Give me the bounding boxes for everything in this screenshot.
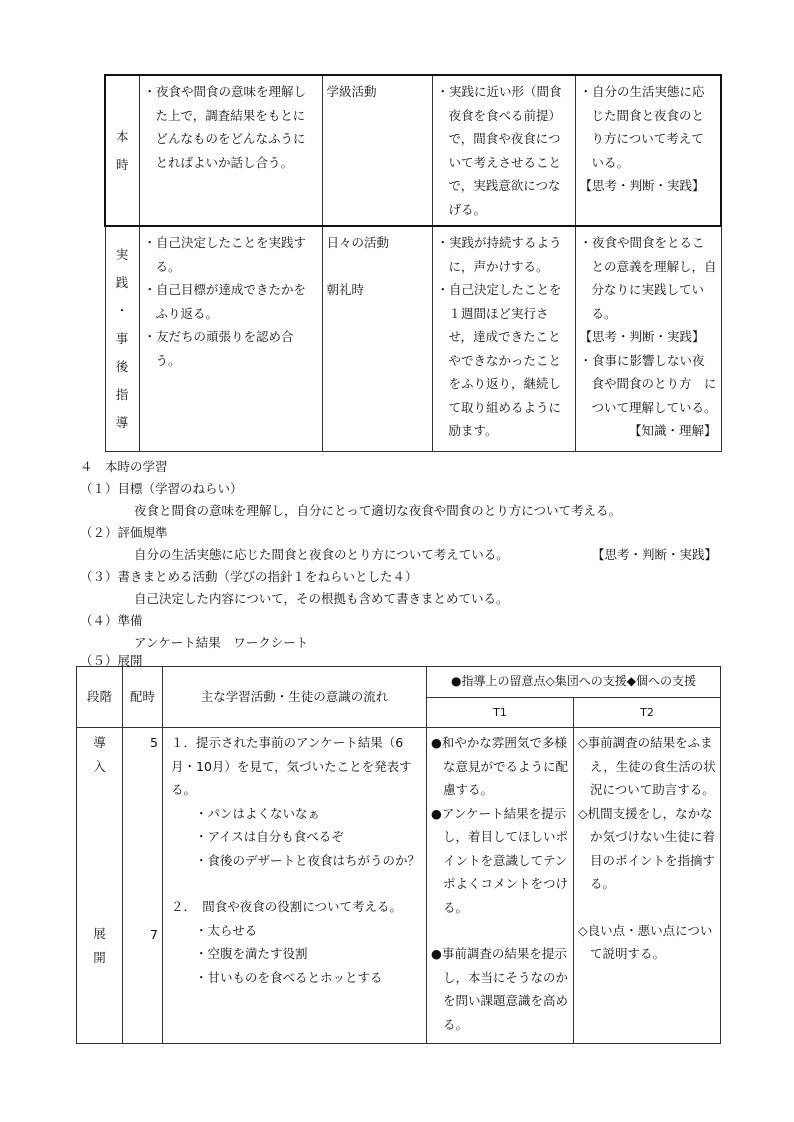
student-voice: ・甘いものを食べるとホッとする [195,969,383,985]
activity-text: １．提示された事前のアンケート結果（6月・10月）を見て，気づいたことを発表する。 [171,735,412,797]
subsection-body: 自己決定した内容について，その根拠も含めて書きまとめている。 [134,591,509,606]
t2-note: ◇事前調査の結果をふまえ，生徒の食生活の状況について助言する。 [578,735,716,797]
student-voice: ・食後のデザートと夜食はちがうのか？ [195,852,421,868]
eval-tag: 【思考・判断・実践】 [579,329,705,344]
eval-tag: 【思考・判断・実践】 [592,547,718,562]
support-cell [432,226,575,451]
subsection-title: （４）準備 [80,613,143,628]
eval-tag: 【思考・判断・実践】 [579,178,705,193]
subsection-body: 夜食と間食の意味を理解し，自分にとって適切な夜食や間食のとり方について考える。 [134,503,622,518]
t2-cell [574,728,721,1040]
activity-text: ２． 間食や夜食の役割について考える。 [171,899,403,914]
student-voice: ・アイスは自分も食べるぞ [195,829,344,844]
row-label [105,75,139,226]
eval-text: ・食事に影響しない夜食や間食のとり方 について理解している。 [579,352,717,415]
subsection-title: （２）評価規準 [80,525,168,540]
stage-char: 開 [93,949,106,965]
time-value: 5 [150,735,158,750]
t1-note: ●和やかな雰囲気で多様な意見がでるように配慮する。 [431,735,569,797]
support-text: ・自己決定したことを１週間ほど実行させ，達成できたことやできなかったことをふり返り，継続して取り組めるように励ます。 [436,282,562,438]
stage-char: 入 [93,758,106,774]
eval-cell [575,75,721,226]
activity-cell [139,75,322,226]
flow-table [76,666,721,1044]
t1-note: ●事前調査の結果を提示し，本当にそうなのかを問い課題意識を高める。 [431,946,569,1032]
table-bottom-row [77,1039,721,1043]
subsection-title: （１）目標（学習のねらい） [80,481,243,496]
eval-cell [575,226,721,451]
time-cell [123,728,163,1040]
setting-cell [322,226,432,451]
table-row [77,728,721,1040]
activity-text: ・友だちの頑張りを認め合う。 [143,329,294,368]
header-row [77,667,721,698]
table-row-honji [105,75,721,226]
plan-table [104,74,722,452]
header-main: 主な学習活動・生徒の意識の流れ [163,667,427,728]
support-cell [432,75,575,226]
support-text: ・実践が持続するように，声かけする。 [436,235,562,274]
row-label [105,226,139,451]
activity-text: ・夜食や間食の意味を理解した上で，調査結果をもとにどんなものをどんなふうにとればよいか話し合う。 [143,84,307,170]
time-value: 7 [150,926,158,942]
student-voice: ・空腹を満たす役割 [195,946,308,961]
t2-note: ◇机間支援をし，なかなか気づけない生徒に着目のポイントを指摘する。 [578,805,716,891]
label-text: 実 践 ・ 事 後 指 導 [115,246,129,430]
setting-text: 朝礼時 [326,282,365,297]
subsection-title: （５）展開 [80,653,143,668]
header-t1: T1 [427,697,574,728]
header-time: 配時 [123,667,163,728]
student-voice: ・パンはよくないなぁ [195,805,321,821]
subsection-body: 自分の生活実態に応じた間食と夜食のとり方について考えている。 [134,547,509,562]
header-stage: 段階 [77,667,123,728]
activity-cell [163,728,427,1040]
t1-cell [427,728,574,1040]
student-voice: ・太らせる [195,922,258,938]
header-support: ●指導上の留意点◇集団への支援◆個への支援 [427,667,721,698]
label-text: 本 時 [115,128,129,172]
stage-char: 展 [93,926,106,941]
setting-cell: 学級活動 [322,75,432,226]
activity-text: ・自己決定したことを実践する。 [143,235,307,274]
eval-tag: 【知識・理解】 [628,423,717,438]
table-row-jissen [105,226,721,451]
eval-text: ・夜食や間食をとることの意義を理解し，自分なりに実践している。 [579,235,717,321]
eval-text: ・自分の生活実態に応じた間食と夜食のとり方について考えている。 [579,84,705,170]
support-text: ・実践に近い形（間食夜食を食べる前提）で，間食や夜食について考えさせることで，実践意欲につなげる。 [436,84,562,217]
t2-note: ◇良い点・悪い点について説明する。 [578,922,713,961]
subsection-title: （３）書きまとめる活動（学びの指針１をねらいとした４） [80,569,418,584]
activity-text: ・自己目標が達成できたかをふり返る。 [143,282,307,321]
stage-cell [77,728,123,1040]
stage-char: 導 [93,735,106,750]
activity-cell [139,226,322,451]
setting-text: 日々の活動 [326,235,390,250]
header-t2: T2 [574,697,721,728]
subsection-body: アンケート結果 ワークシート [134,635,309,650]
section-heading: ４ 本時の学習 [80,459,168,474]
t1-note: ●アンケート結果を提示し，着目してほしいポイントを意識してテンポよくコメントをつける。 [431,805,569,915]
